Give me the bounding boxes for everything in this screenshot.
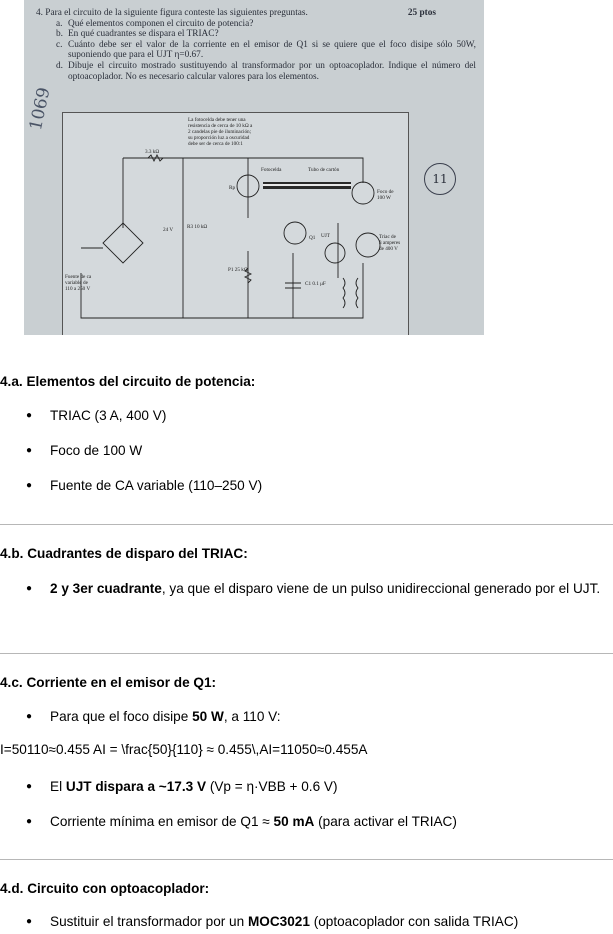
question-item-d: d. Dibuje el circuito mostrado sustituyendo al transformador por un optoacoplador. Indique el número del optoacoplador. No es necesario calcular valores para los elementos. [56,60,476,82]
list-item: ● Corriente mínima en emisor de Q1 ≈ 50 mA (para activar el TRIAC) [26,814,457,829]
label-c1: C1 0.1 μF [305,281,326,287]
label-tubo: Tubo de cartón [308,167,340,173]
divider [0,524,613,525]
list-item: ● El UJT dispara a ~17.3 V (Vp = η·VBB + 0.6 V) [26,779,338,794]
circuit-diagram [62,112,409,335]
question-points: 25 ptos [407,8,436,18]
answer-section-c [0,675,613,726]
bullet-icon: ● [26,410,33,421]
label-ujt: UJT [321,233,330,239]
list-item: ● 2 y 3er cuadrante, ya que el disparo viene de un pulso unidireccional generado por el UJT. [0,578,613,600]
label-r3: R3 10 kΩ [187,224,208,230]
list-item: ● Foco de 100 W [26,443,143,458]
question-header: 4. Para el circuito de la siguiente figura conteste las siguientes preguntas. [36,8,308,18]
label-foco: Foco de 100 W [377,189,394,201]
photocell-note: La fotocelda debe tener una resistencia de cerca de 10 kΩ a 2 candelas pie de iluminación; su proporción luz a oscuridad debe ser de cerca de 100:1 [188,117,253,147]
label-q1: Q1 [309,235,316,241]
question-item-a: a. Qué elementos componen el circuito de potencia? [56,18,254,29]
current-formula: I=50110≈0.455 AI = \frac{50}{110} ≈ 0.455\,AI=11050≈0.455A [0,742,368,757]
section-title-a: 4.a. Elementos del circuito de potencia: [0,374,256,389]
question-item-c: c. Cuánto debe ser el valor de la corriente en el emisor de Q1 si se quiere que el foco disipe sólo 50W, suponiendo que para el UJT η=0.67. [56,39,476,61]
answer-section-c-cont [0,777,613,831]
divider [0,859,613,860]
label-fuente: Fuente de ca variable de 110 a 250 V [65,274,92,292]
label-fotocelda: Fotocelda [261,167,282,173]
list-item: ● Sustituir el transformador por un MOC3021 (optoacoplador con salida TRIAC) [26,914,519,929]
bullet-icon: ● [26,583,33,594]
bullet-icon: ● [26,816,33,827]
answer-section-d [0,881,613,931]
bullet-icon: ● [26,445,33,456]
answer-section-b [0,546,613,600]
handwritten-circled-number: 11 [424,163,456,195]
bullet-icon: ● [26,916,33,927]
scanned-exam-image [24,0,484,335]
label-rp: Rp [229,185,236,191]
answer-section-a [0,374,613,495]
exam-question-text [36,8,476,82]
section-title-d: 4.d. Circuito con optoacoplador: [0,881,210,896]
label-24v: 24 V [163,227,174,233]
section-title-c: 4.c. Corriente en el emisor de Q1: [0,675,217,690]
list-item: ● Fuente de CA variable (110–250 V) [26,478,263,493]
label-p1: P1 25 kΩ [228,267,248,273]
bullet-icon: ● [26,711,33,722]
handwritten-number: 1069 [26,85,55,133]
bullet-icon: ● [26,480,33,491]
list-item: ● TRIAC (3 A, 400 V) [26,408,167,423]
section-title-b: 4.b. Cuadrantes de disparo del TRIAC: [0,546,248,561]
label-triac: Triac de 3 amperes de 400 V [379,234,401,252]
bullet-icon: ● [26,781,33,792]
list-item: ● Para que el foco disipe 50 W, a 110 V: [26,709,281,724]
question-item-b: b. En qué cuadrantes se dispara el TRIAC? [56,29,219,40]
divider [0,653,613,654]
label-r1: 3.3 kΩ [145,149,160,155]
